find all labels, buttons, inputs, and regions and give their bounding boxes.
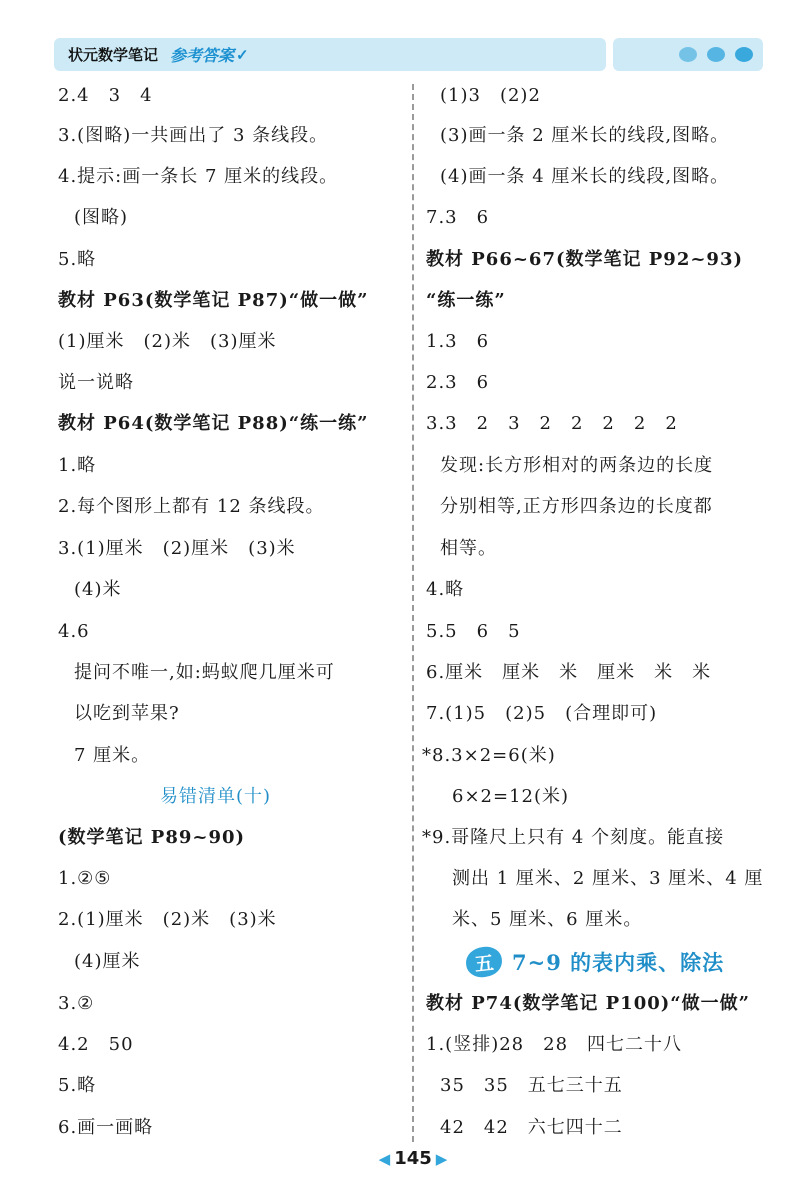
answer-line: 1.略 (58, 455, 97, 476)
answer-line: 6.厘米 厘米 米 厘米 米 米 (426, 662, 712, 683)
answer-line: 4.6 (58, 621, 90, 642)
answer-line: 5.5 6 5 (426, 621, 521, 642)
answer-line: 6×2=12(米) (452, 786, 570, 807)
section-heading: 教材 P63(数学笔记 P87)“做一做” (58, 290, 369, 311)
section-heading: 教材 P64(数学笔记 P88)“练一练” (58, 413, 369, 434)
answer-line: 1.(竖排)28 28 四七二十八 (426, 1034, 683, 1055)
section-heading: (数学笔记 P89~90) (58, 827, 246, 848)
answer-line: (1)厘米 (2)米 (3)厘米 (58, 331, 277, 352)
answer-line: 米、5 厘米、6 厘米。 (452, 909, 643, 930)
answer-line: 2.3 6 (426, 372, 490, 393)
page-number-text: 145 (394, 1148, 432, 1169)
answer-line: (1)3 (2)2 (440, 85, 541, 106)
answer-line: 42 42 六七四十二 (440, 1117, 623, 1138)
section-heading: 教材 P74(数学笔记 P100)“做一做” (426, 993, 750, 1014)
answer-line: 提问不唯一,如:蚂蚁爬几厘米可 (74, 662, 335, 683)
unit-title-text: 7~9 的表内乘、除法 (512, 950, 725, 975)
answer-line: 2.4 3 4 (58, 85, 153, 106)
answer-line: 发现:长方形相对的两条边的长度 (440, 455, 714, 476)
check-icon: ✓ (236, 45, 249, 64)
answer-line: 相等。 (440, 538, 497, 559)
answer-line: 1.②⑤ (58, 868, 112, 889)
answer-line: 说一说略 (58, 372, 134, 393)
dot-icon (679, 47, 697, 62)
answer-line: (4)米 (74, 579, 122, 600)
answer-line: 35 35 五七三十五 (440, 1075, 623, 1096)
answer-line: 7.3 6 (426, 207, 490, 228)
left-arrow-icon: ◀ (378, 1149, 391, 1168)
right-arrow-icon: ▶ (435, 1149, 448, 1168)
answer-label: 参考答案 (170, 46, 235, 65)
answer-line: 4.2 50 (58, 1034, 134, 1055)
page-number (373, 1148, 453, 1169)
section-heading: 教材 P66~67(数学笔记 P92~93) (426, 249, 743, 270)
answer-line: 6.画一画略 (58, 1117, 154, 1138)
answer-line: *8.3×2=6(米) (422, 745, 556, 766)
dot-icon (707, 47, 725, 62)
header-decoration (613, 38, 763, 71)
answer-line: 3.(1)厘米 (2)厘米 (3)米 (58, 538, 296, 559)
section-heading: “练一练” (426, 290, 506, 311)
unit-badge: 五 (465, 945, 504, 979)
answer-line: 测出 1 厘米、2 厘米、3 厘米、4 厘 (452, 868, 764, 889)
unit-title (466, 947, 724, 977)
mistake-list-title: 易错清单(十) (160, 786, 272, 807)
book-title: 状元数学笔记 (68, 46, 159, 64)
answer-line: *9.哥隆尺上只有 4 个刻度。能直接 (422, 827, 725, 848)
answer-line: (4)厘米 (74, 951, 141, 972)
answer-line: 4.略 (426, 579, 465, 600)
answer-line: (3)画一条 2 厘米长的线段,图略。 (440, 125, 730, 146)
answer-line: 2.(1)厘米 (2)米 (3)米 (58, 909, 277, 930)
dot-icon (735, 47, 753, 62)
answer-line: 7.(1)5 (2)5 (合理即可) (426, 703, 658, 724)
column-divider (412, 84, 414, 1142)
header-banner (54, 38, 606, 71)
answer-line: 4.提示:画一条长 7 厘米的线段。 (58, 166, 339, 187)
answer-line: 5.略 (58, 249, 97, 270)
answer-line: 2.每个图形上都有 12 条线段。 (58, 496, 325, 517)
answer-line: 1.3 6 (426, 331, 490, 352)
answer-line: (4)画一条 4 厘米长的线段,图略。 (440, 166, 730, 187)
answer-line: 3.3 2 3 2 2 2 2 2 (426, 413, 678, 434)
answer-line: 3.(图略)一共画出了 3 条线段。 (58, 125, 329, 146)
answer-line: (图略) (74, 207, 129, 228)
answer-line: 5.略 (58, 1075, 97, 1096)
answer-line: 以吃到苹果? (74, 703, 180, 724)
answer-line: 分别相等,正方形四条边的长度都 (440, 496, 713, 517)
answer-line: 7 厘米。 (74, 745, 151, 766)
answer-line: 3.② (58, 993, 95, 1014)
